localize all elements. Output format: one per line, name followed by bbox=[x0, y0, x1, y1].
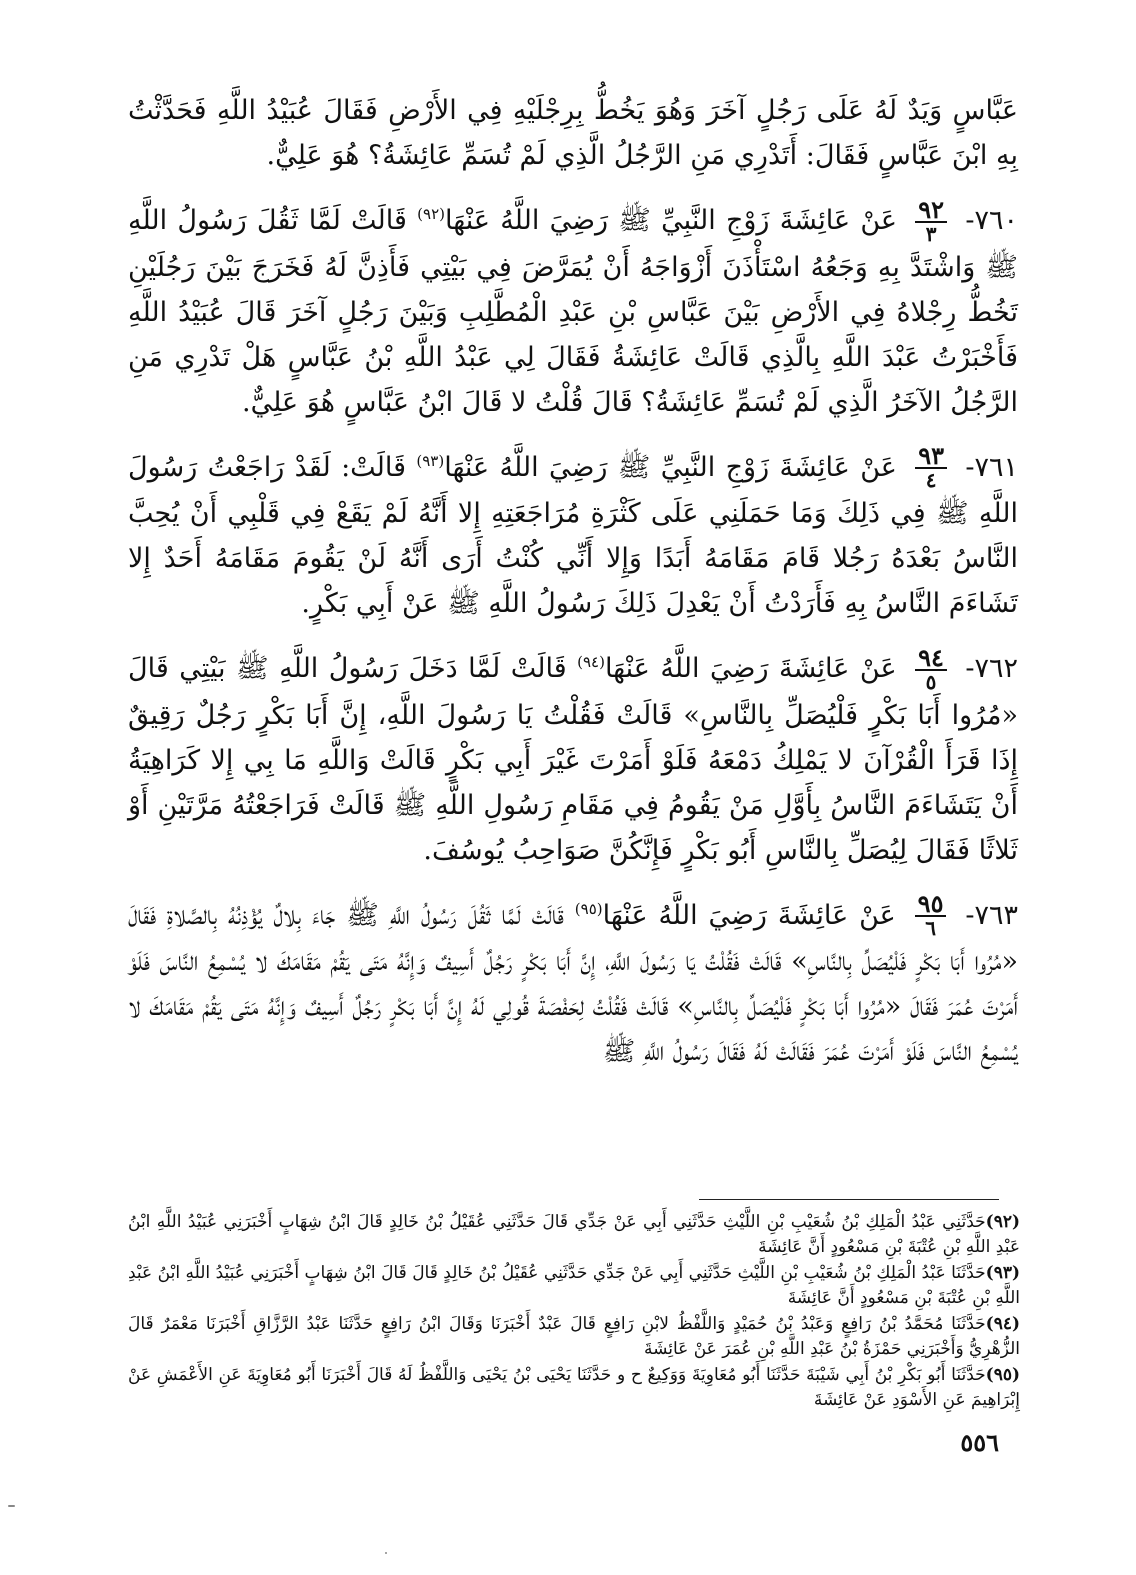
cross-reference-fraction bbox=[915, 642, 947, 694]
cross-reference-fraction bbox=[915, 194, 947, 246]
scan-speck bbox=[8, 1505, 15, 1507]
fraction-bottom: ٤ bbox=[925, 468, 937, 492]
hadith-761 bbox=[128, 441, 1018, 627]
footnote-number: (٩٥) bbox=[985, 1365, 1020, 1385]
footnote-text: حَدَّثَنَا مُحَمَّدُ بْنُ رَافِعٍ وَعَبْدُ بْنُ حُمَيْدٍ وَاللَّفْظُ لابْنِ رَافِعٍ قَالَ عَبْدٌ أَخْبَرَنَا وَقَالَ ابْنُ رَافِعٍ حَدَّثَنَا عَبْدُ الرَّزَّاقِ أَخْبَرَنَا مَعْمَرٌ قَالَ الزُّهْرِيُّ وَأَخْبَرَنِي حَمْزَةُ بْنُ عَبْدِ اللَّهِ بْنِ عُمَرَ عَنْ عَائِشَةَ bbox=[128, 1314, 1020, 1359]
footnote-93 bbox=[128, 1261, 1020, 1311]
fraction-top: ٩٢ bbox=[915, 199, 947, 223]
hadith-text: قَالَتْ لَمَّا ثَقُلَ رَسُولُ اللَّهِ ﷺ وَاشْتَدَّ بِهِ وَجَعُهُ اسْتَأْذَنَ أَزْوَاجَهُ أَنْ يُمَرَّضَ فِي بَيْتِي فَأَذِنَّ لَهُ فَخَرَجَ بَيْنَ رَجُلَيْنِ تَخُطُّ رِجْلاهُ فِي الأَرْضِ بَيْنَ عَبَّاسِ بْنِ عَبْدِ الْمُطَّلِبِ وَبَيْنَ رَجُلٍ آخَرَ قَالَ عُبَيْدُ اللَّهِ فَأَخْبَرْتُ عَبْدَ اللَّهِ بِالَّذِي قَالَتْ عَائِشَةُ فَقَالَ لِي عَبْدُ اللَّهِ بْنُ عَبَّاسٍ هَلْ تَدْرِي مَنِ الرَّجُلُ الآخَرُ الَّذِي لَمْ تُسَمِّ عَائِشَةُ؟ قَالَ قُلْتُ لا قَالَ ابْنُ عَبَّاسٍ هُوَ عَلِيٌّ. bbox=[128, 205, 1018, 418]
footnote-number: (٩٤) bbox=[985, 1314, 1020, 1334]
hadith-number: ٧٦١- bbox=[965, 451, 1018, 483]
page-number: ٥٥٦ bbox=[960, 1428, 999, 1457]
hadith-text: قَالَتْ لَمَّا دَخَلَ رَسُولُ اللَّهِ ﷺ بَيْتِي قَالَ «مُرُوا أَبَا بَكْرٍ فَلْيُصَلِّ بِالنَّاسِ» قَالَتْ فَقُلْتُ يَا رَسُولَ اللَّهِ، إِنَّ أَبَا بَكْرٍ رَجُلٌ رَقِيقٌ إِذَا قَرَأَ الْقُرْآنَ لا يَمْلِكُ دَمْعَهُ فَلَوْ أَمَرْتَ غَيْرَ أَبِي بَكْرٍ قَالَتْ وَاللَّهِ مَا بِي إِلا كَرَاهِيَةُ أَنْ يَتَشَاءَمَ النَّاسُ بِأَوَّلِ مَنْ يَقُومُ فِي مَقَامِ رَسُولِ اللَّهِ ﷺ قَالَتْ فَرَاجَعْتُهُ مَرَّتَيْنِ أَوْ ثَلاثًا فَقَالَ لِيُصَلِّ بِالنَّاسِ أَبُو بَكْرٍ فَإِنَّكُنَّ صَوَاحِبُ يُوسُفَ. bbox=[128, 653, 1018, 866]
fraction-bottom: ٦ bbox=[925, 916, 936, 940]
hadith-number: ٧٦٢- bbox=[965, 653, 1018, 684]
fraction-bottom: ٥ bbox=[925, 669, 937, 694]
footnote-95 bbox=[128, 1363, 1020, 1413]
continuation-paragraph: عَبَّاسٍ وَيَدٌ لَهُ عَلَى رَجُلٍ آخَرَ وَهُوَ يَخُطُّ بِرِجْلَيْهِ فِي الأَرْضِ فَقَالَ عُبَيْدُ اللَّهِ فَحَدَّثْتُ بِهِ ابْنَ عَبَّاسٍ فَقَالَ: أَتَدْرِي مَنِ الرَّجُلُ الَّذِي لَمْ تُسَمِّ عَائِشَةُ؟ هُوَ عَلِيٌّ. bbox=[128, 95, 1018, 171]
footnote-94 bbox=[128, 1312, 1020, 1362]
footnote-number: (٩٣) bbox=[985, 1263, 1021, 1283]
footnote-separator bbox=[699, 1199, 999, 1200]
footnote-text: حَدَّثَنِي عَبْدُ الْمَلِكِ بْنُ شُعَيْبِ بْنِ اللَّيْثِ حَدَّثَنِي أَبِي عَنْ جَدِّي قَالَ حَدَّثَنِي عُقَيْلُ بْنُ خَالِدٍ قَالَ ابْنُ شِهَابٍ أَخْبَرَنِي عُبَيْدُ اللَّهِ ابْنُ عَبْدِ اللَّهِ بْنِ عُتْبَةَ بْنِ مَسْعُودٍ أَنَّ عَائِشَةَ bbox=[128, 1212, 1020, 1257]
main-text bbox=[128, 88, 1018, 1094]
footnote-ref: (٩٥) bbox=[574, 899, 603, 918]
footnote-ref: (٩٣) bbox=[416, 451, 445, 470]
fraction-top: ٩٥ bbox=[915, 893, 947, 917]
hadith-opening: عَنْ عَائِشَةَ رَضِيَ اللَّهُ عَنْهَا bbox=[604, 653, 897, 684]
hadith-number: ٧٦٣- bbox=[965, 899, 1018, 931]
footnote-92 bbox=[128, 1210, 1020, 1260]
footnote-text: حَدَّثَنَا عَبْدُ الْمَلِكِ بْنُ شُعَيْبِ بْنِ اللَّيْثِ حَدَّثَنِي أَبِي عَنْ جَدِّي حَدَّثَنِي عُقَيْلُ بْنُ خَالِدٍ قَالَ قَالَ ابْنُ شِهَابٍ أَخْبَرَنِي عُبَيْدُ اللَّهِ ابْنُ عَبْدِ اللَّهِ بْنِ عُتْبَةَ بْنِ مَسْعُودٍ أَنَّ عَائِشَةَ bbox=[128, 1263, 1020, 1308]
fraction-bottom: ٣ bbox=[925, 221, 937, 246]
footnote-text: حَدَّثَنَا أَبُو بَكْرِ بْنُ أَبِي شَيْبَةَ حَدَّثَنَا أَبُو مُعَاوِيَةَ وَوَكِيعٌ ح و حَدَّثَنَا يَحْيَى بْنُ يَحْيَى وَاللَّفْظُ لَهُ قَالَ أَخْبَرَنَا أَبُو مُعَاوِيَةَ عَنِ الأَعْمَشِ عَنْ إِبْرَاهِيمَ عَنِ الأَسْوَدِ عَنْ عَائِشَةَ bbox=[128, 1365, 1020, 1410]
hadith-760 bbox=[128, 194, 1018, 425]
footnote-ref: (٩٢) bbox=[417, 205, 446, 223]
footnotes bbox=[128, 1210, 1020, 1414]
hadith-text: قَالَتْ لَمَّا ثَقُلَ رَسُولُ اللَّهِ ﷺ جَاءَ بِلالٌ يُؤْذِنُهُ بِالصَّلاةِ فَقَالَ «مُرُوا أَبَا بَكْرٍ فَلْيُصَلِّ بِالنَّاسِ» قَالَتْ فَقُلْتُ يَا رَسُولَ اللَّهِ، إِنَّ أَبَا بَكْرٍ رَجُلٌ أَسِيفٌ وَإِنَّهُ مَتَى يَقُمْ مَقَامَكَ لا يُسْمِعُ النَّاسَ فَلَوْ أَمَرْتَ عُمَرَ فَقَالَ «مُرُوا أَبَا بَكْرٍ فَلْيُصَلِّ بِالنَّاسِ» قَالَتْ فَقُلْتُ لِحَفْصَةَ قُولِي لَهُ إِنَّ أَبَا بَكْرٍ رَجُلٌ أَسِيفٌ وَإِنَّهُ مَتَى يَقُمْ مَقَامَكَ لا يُسْمِعُ النَّاسَ فَلَوْ أَمَرْتَ عُمَرَ فَقَالَتْ لَهُ فَقَالَ رَسُولُ اللَّهِ ﷺ bbox=[128, 899, 1018, 1067]
hadith-opening: عَنْ عَائِشَةَ زَوْجِ النَّبِيِّ ﷺ رَضِيَ اللَّهُ عَنْهَا bbox=[445, 205, 898, 236]
hadith-763 bbox=[128, 889, 1018, 1075]
fraction-top: ٩٣ bbox=[915, 445, 947, 469]
hadith-opening: عَنْ عَائِشَةَ رَضِيَ اللَّهُ عَنْهَا bbox=[602, 899, 896, 931]
footnote-number: (٩٢) bbox=[985, 1212, 1020, 1232]
hadith-762 bbox=[128, 642, 1018, 873]
hadith-text: قَالَتْ: لَقَدْ رَاجَعْتُ رَسُولَ اللَّهِ ﷺ فِي ذَلِكَ وَمَا حَمَلَنِي عَلَى كَثْرَةِ مُرَاجَعَتِهِ إِلا أَنَّهُ لَمْ يَقَعْ فِي قَلْبِي أَنْ يُحِبَّ النَّاسُ بَعْدَهُ رَجُلا قَامَ مَقَامَهُ أَبَدًا وَإِلا أَنِّي كُنْتُ أَرَى أَنَّهُ لَنْ يَقُومَ مَقَامَهُ أَحَدٌ إِلا تَشَاءَمَ النَّاسُ بِهِ فَأَرَدْتُ أَنْ يَعْدِلَ ذَلِكَ رَسُولُ اللَّهِ ﷺ عَنْ أَبِي بَكْرٍ. bbox=[128, 451, 1018, 619]
cross-reference-fraction bbox=[915, 889, 947, 940]
cross-reference-fraction bbox=[915, 441, 947, 492]
hadith-number: ٧٦٠- bbox=[965, 205, 1018, 236]
hadith-opening: عَنْ عَائِشَةَ زَوْجِ النَّبِيِّ ﷺ رَضِيَ اللَّهُ عَنْهَا bbox=[444, 451, 897, 483]
footnote-ref: (٩٤) bbox=[577, 653, 605, 671]
fraction-top: ٩٤ bbox=[915, 647, 947, 671]
scan-speck bbox=[385, 1552, 387, 1554]
